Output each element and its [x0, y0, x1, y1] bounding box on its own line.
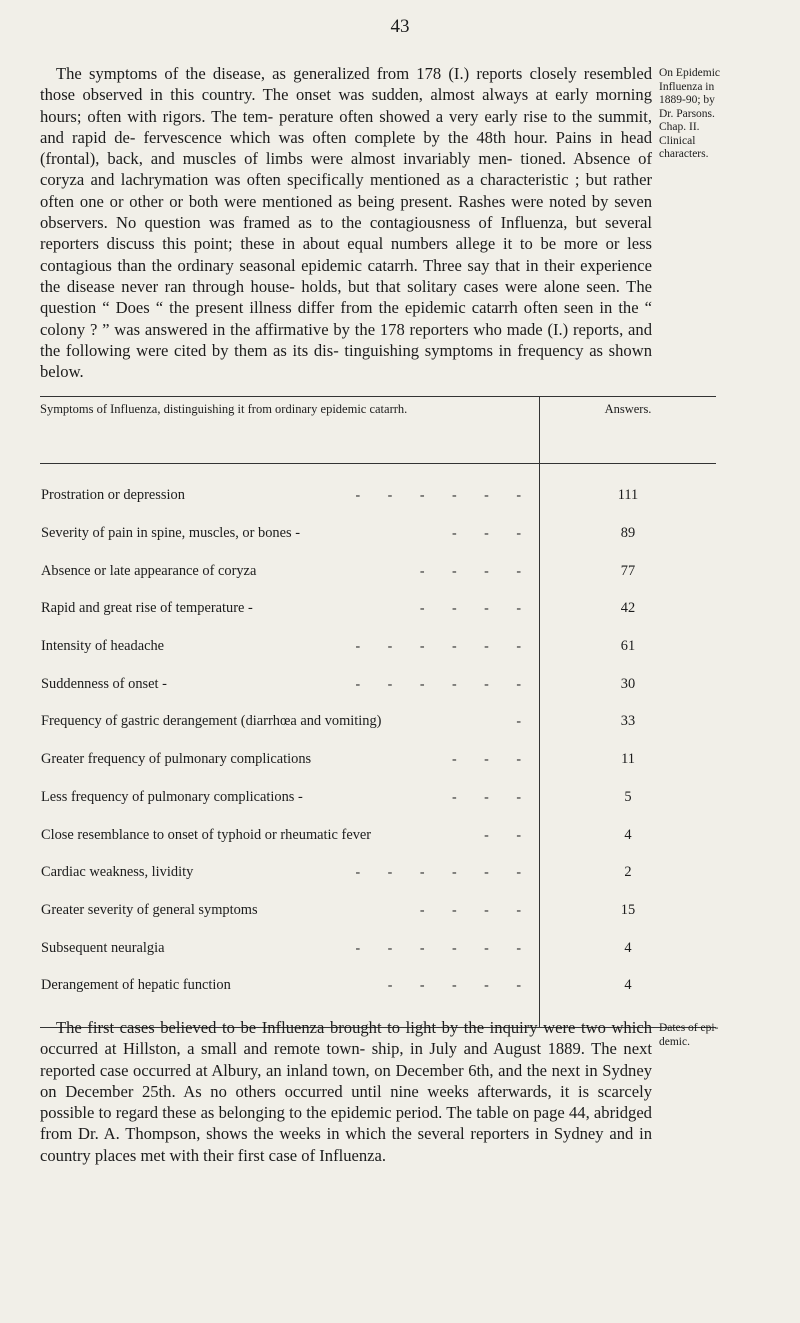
text-line: mentioned as a characteristic ; but rather often one or other or both — [40, 170, 652, 211]
answer-count: 89 — [620, 525, 636, 542]
symptom-label: Intensity of headache — [41, 638, 165, 655]
text-line: “ colony ? ” was answered in the affirmative by the 178 reporters who — [40, 298, 652, 339]
dot-leader: - - - - - - — [355, 639, 533, 655]
answer-count: 42 — [620, 600, 636, 617]
table-row — [40, 779, 716, 817]
margin-note-line: Dates of epi- — [659, 1022, 719, 1034]
symptom-cell — [40, 967, 540, 1005]
text-line: is scarcely possible to regard these as belonging to the epidemic period. — [40, 1081, 653, 1123]
text-line: closely resembled those observed in this country. The onset was sudden, — [40, 64, 652, 105]
table-row — [40, 929, 716, 967]
text-line: “ the present illness differ from the epidemic catarrh often seen in the — [155, 298, 639, 318]
symptom-label: Subsequent neuralgia — [41, 939, 165, 956]
answer-count: 4 — [624, 826, 632, 843]
dot-leader: - - - - - — [387, 978, 533, 994]
answer-count: 15 — [620, 901, 636, 918]
text-line: reporters discuss this point; these in about equal numbers allege it to — [40, 234, 533, 254]
text-line: inquiry were two which occurred at Hillston, a small and remote town- — [40, 1018, 652, 1059]
dot-leader: - — [516, 714, 533, 730]
table-row — [40, 816, 716, 854]
margin-note-line: Clinical — [659, 134, 696, 147]
margin-note-line: demic. — [659, 1035, 690, 1048]
symptom-cell — [40, 741, 540, 779]
table-row — [40, 515, 716, 553]
answer-count: 111 — [617, 487, 639, 504]
text-line: The symptoms of the disease, as generalized from 178 (I.) reports — [56, 64, 523, 83]
symptom-label: Greater frequency of pulmonary complications — [41, 751, 312, 768]
table-row — [40, 703, 716, 741]
symptom-label: Frequency of gastric derangement (diarrhœa and vomiting) — [41, 713, 382, 730]
dot-leader: - - - — [452, 526, 533, 542]
text-line: The first cases believed to be Influenza brought to light by the — [56, 1018, 485, 1037]
symptom-label: Close resemblance to onset of typhoid or rheumatic fever — [41, 826, 372, 843]
dot-leader: - - — [484, 827, 533, 843]
symptom-cell — [40, 464, 540, 515]
answer-count: 30 — [620, 675, 636, 692]
symptom-label: Derangement of hepatic function — [41, 977, 231, 994]
answer-count: 5 — [624, 788, 632, 805]
page-number: 43 — [390, 16, 410, 37]
symptom-label: Greater severity of general symptoms — [41, 901, 258, 918]
answer-count: 2 — [624, 864, 632, 881]
symptom-cell — [40, 929, 540, 967]
symptom-cell — [40, 816, 540, 854]
table-row — [40, 741, 716, 779]
text-line: Albury, an inland town, on December 6th, and the next in Sydney on — [40, 1060, 653, 1101]
answer-count: 11 — [621, 751, 635, 768]
table-row — [40, 854, 716, 892]
symptom-cell — [40, 779, 540, 817]
symptom-cell — [40, 892, 540, 930]
text-line: December 25th. As no others occurred until nine weeks afterwards, it — [65, 1081, 570, 1101]
answer-count: 33 — [620, 713, 636, 730]
dot-leader: - - - - - - — [355, 940, 533, 956]
text-line: Three say that in their experience the disease never ran through house- — [40, 255, 652, 296]
text-line: ship, in July and August 1889. The next reported case occurred at — [40, 1039, 652, 1080]
text-line: weeks in which the several reporters in Sydney and in country places — [40, 1124, 652, 1165]
margin-note-dates — [659, 1022, 794, 1049]
table-row — [40, 552, 716, 590]
dot-leader: - - - - - - — [355, 865, 533, 881]
symptom-label: Less frequency of pulmonary complications - — [41, 788, 303, 805]
text-line: The table on page 44, abridged from Dr. A. Thompson, shows the — [40, 1103, 652, 1144]
margin-note-line: characters. — [659, 148, 709, 160]
margin-note-line: Chap. II. — [659, 121, 700, 133]
table-row — [40, 665, 716, 703]
text-line: tioned. Absence of coryza and lachrymation was often specifically — [40, 149, 652, 190]
text-line: No question was framed as to the contagiousness of Influenza, but several — [115, 213, 653, 233]
text-line: head (frontal), back, and muscles of limbs were almost invariably men- — [40, 127, 653, 169]
paragraph-first-cases — [40, 1017, 652, 1166]
text-line: met with their first case of Influenza. — [140, 1145, 387, 1165]
text-line: almost always at early morning hours; often with rigors. The tem- — [40, 85, 653, 126]
table-row — [40, 892, 716, 930]
answer-count: 77 — [620, 562, 636, 579]
symptom-cell — [40, 703, 540, 741]
paragraph-text — [40, 63, 652, 382]
text-line: tinguishing symptoms in frequency as shown below. — [40, 340, 653, 382]
symptom-label: Severity of pain in spine, muscles, or bones - — [41, 525, 300, 542]
symptom-label: Rapid and great rise of temperature - — [41, 600, 253, 617]
dot-leader: - - - - — [419, 563, 533, 579]
text-line: perature often showed a very early rise to the summit, and rapid de- — [40, 106, 653, 147]
table-row — [40, 590, 716, 628]
symptom-cell — [40, 515, 540, 553]
paragraph-symptoms — [40, 63, 652, 382]
answer-count: 4 — [624, 939, 632, 956]
margin-note-line: On Epidemic — [659, 67, 720, 79]
text-line: holds, but that solitary cases were alone seen. The question “ Does — [40, 276, 652, 318]
header-symptoms: Symptoms of Influenza, distinguishing it from ordinary epidemic catarrh. — [40, 397, 540, 464]
margin-note-line: Influenza in — [659, 80, 715, 93]
symptom-cell — [40, 628, 540, 666]
symptom-label: Absence or late appearance of coryza — [41, 562, 257, 579]
table-row — [40, 628, 716, 666]
symptom-cell — [40, 665, 540, 703]
dot-leader: - - - - - - — [355, 676, 533, 692]
dot-leader: - - - - - - — [355, 488, 533, 504]
text-line: fervescence which was often complete by the 48th hour. Pains in — [143, 127, 613, 147]
symptom-label: Suddenness of onset - — [41, 675, 167, 692]
table-row — [40, 464, 716, 515]
symptom-cell — [40, 590, 540, 628]
margin-note-line: 1889-90; by — [659, 94, 715, 106]
symptom-cell — [40, 854, 540, 892]
text-line: were mentioned as being present. Rashes were noted by seven observers. — [40, 191, 652, 233]
text-line: be more or less contagious than the ordinary seasonal epidemic catarrh. — [40, 234, 652, 275]
margin-note-epidemic — [659, 67, 794, 162]
text-line: made (I.) reports, and the following were cited by them as its dis- — [40, 319, 652, 360]
answer-count: 61 — [620, 638, 636, 655]
dot-leader: - - - — [452, 752, 533, 768]
symptoms-table — [40, 396, 716, 994]
margin-note-line: Dr. Parsons. — [659, 107, 715, 120]
symptom-label: Prostration or depression — [41, 487, 185, 504]
paragraph-text — [40, 1017, 652, 1166]
table-row — [40, 967, 716, 1005]
dot-leader: - - - — [452, 789, 533, 805]
dot-leader: - - - - — [419, 902, 533, 918]
dot-leader: - - - - — [419, 601, 533, 617]
symptom-label: Cardiac weakness, lividity — [41, 864, 194, 881]
answer-count: 4 — [624, 977, 632, 994]
symptom-cell — [40, 552, 540, 590]
header-answers: Answers. — [540, 397, 717, 464]
